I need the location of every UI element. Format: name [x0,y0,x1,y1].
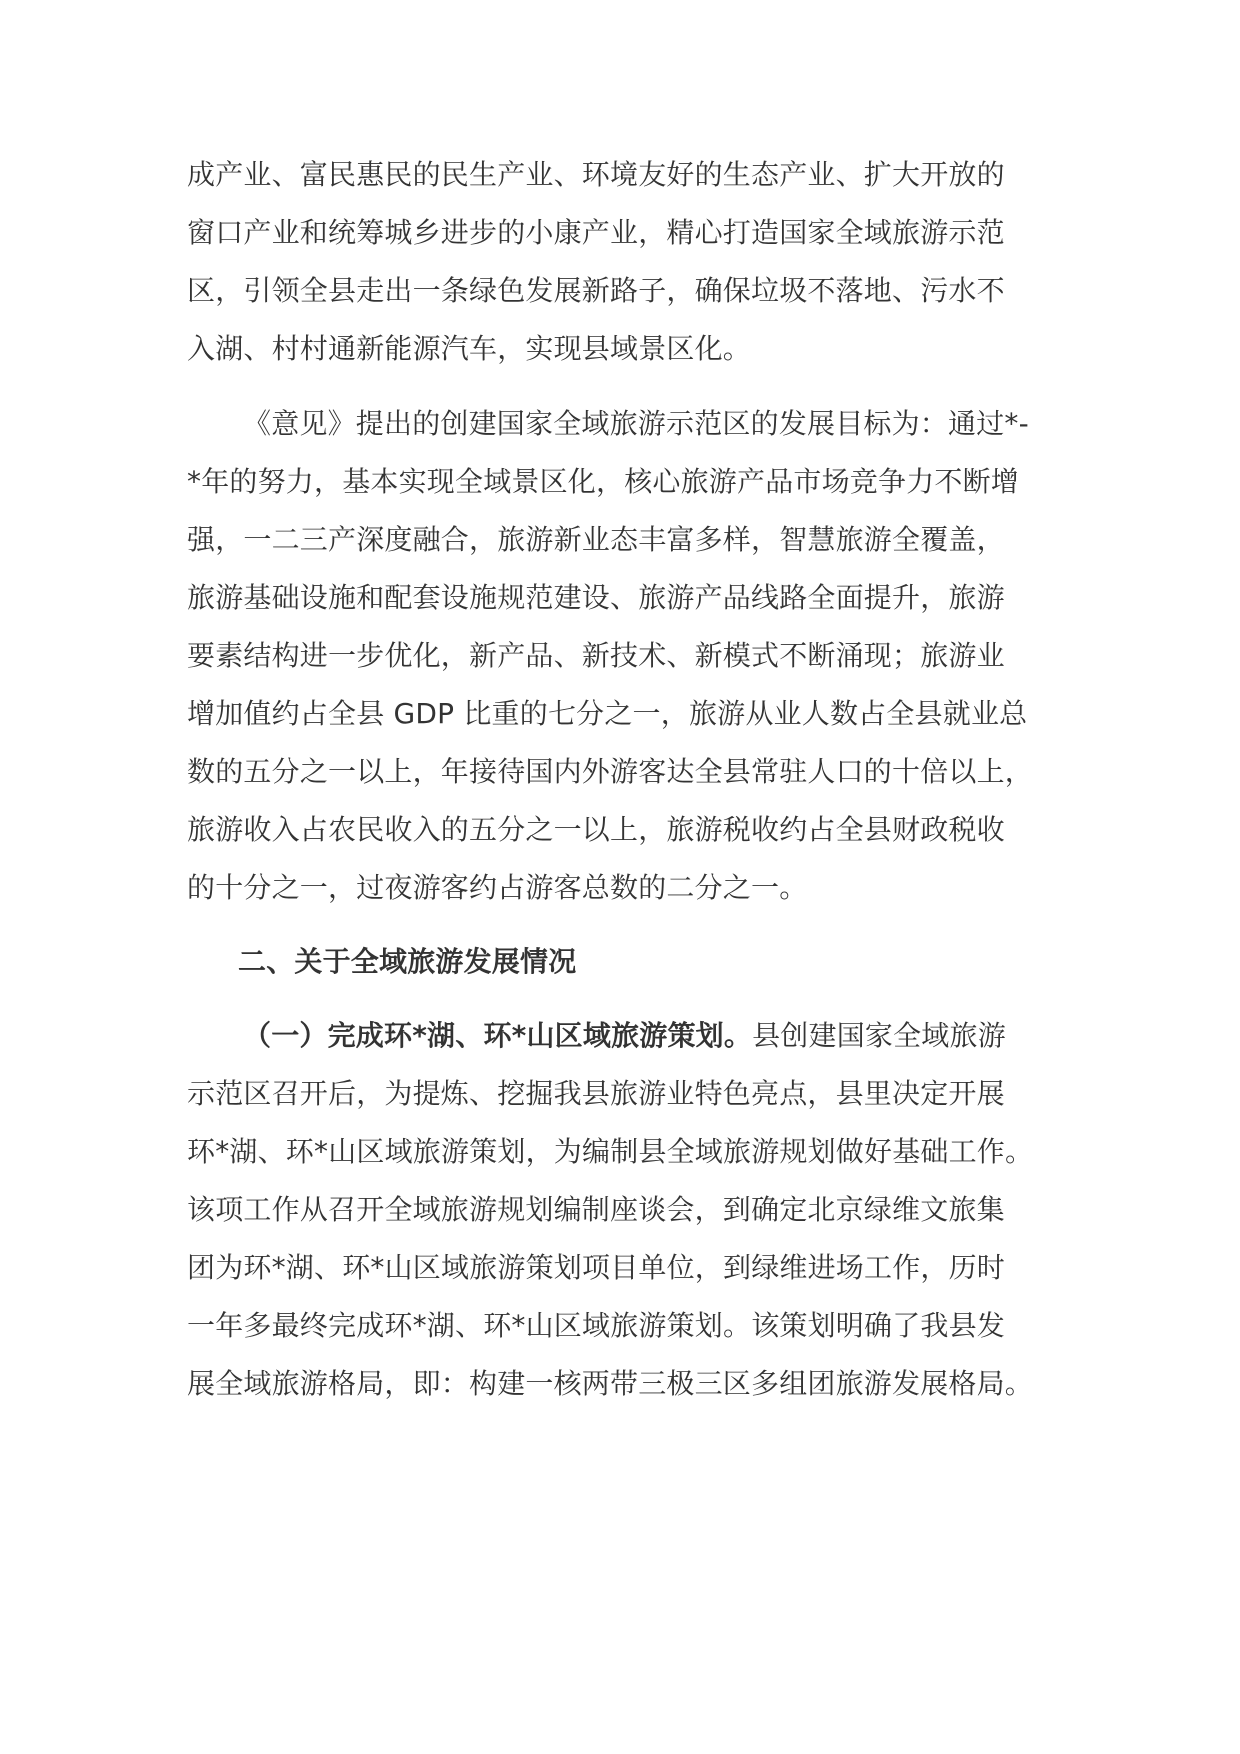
text-line: 窗口产业和统筹城乡进步的小康产业，精心打造国家全域旅游示范 [187,216,1005,249]
text-line: 展全域旅游格局，即：构建一核两带三极三区多组团旅游发展格局。 [187,1367,1034,1400]
text-line: 入湖、村村通新能源汽车，实现县域景区化。 [187,332,752,365]
text-line: 示范区召开后，为提炼、挖掘我县旅游业特色亮点，县里决定开展 [187,1077,1005,1110]
text-line: 的十分之一，过夜游客约占游客总数的二分之一。 [187,871,808,904]
section-heading: 二、关于全域旅游发展情况 [238,945,577,978]
text-line: 成产业、富民惠民的民生产业、环境友好的生态产业、扩大开放的 [187,158,1005,191]
text-line: *年的努力，基本实现全域景区化，核心旅游产品市场竞争力不断增 [187,465,1020,498]
text-line: 数的五分之一以上，年接待国内外游客达全县常驻人口的十倍以上， [187,755,1034,788]
text-line [243,1016,1006,1056]
text-line: 要素结构进一步优化，新产品、新技术、新模式不断涌现；旅游业 [187,639,1005,672]
subsection-title: （一）完成环*湖、环*山区域旅游策划。 [243,1019,753,1052]
text-line: 旅游收入占农民收入的五分之一以上，旅游税收约占全县财政税收 [187,813,1005,846]
text-line: 环*湖、环*山区域旅游策划，为编制县全域旅游规划做好基础工作。 [187,1135,1034,1168]
subsection-lead-text: 县创建国家全域旅游 [752,1019,1006,1052]
text-line: 旅游基础设施和配套设施规范建设、旅游产品线路全面提升，旅游 [187,581,1005,614]
text-line: 一年多最终完成环*湖、环*山区域旅游策划。该策划明确了我县发 [187,1309,1006,1342]
text-line: 强，一二三产深度融合，旅游新业态丰富多样，智慧旅游全覆盖， [187,523,1005,556]
text-line: 《意见》提出的创建国家全域旅游示范区的发展目标为：通过*- [243,407,1029,440]
text-line: 区，引领全县走出一条绿色发展新路子，确保垃圾不落地、污水不 [187,274,1005,307]
text-line: 增加值约占全县 GDP 比重的七分之一，旅游从业人数占全县就业总 [187,697,1028,730]
text-line: 团为环*湖、环*山区域旅游策划项目单位，到绿维进场工作，历时 [187,1251,1006,1284]
text-line: 该项工作从召开全域旅游规划编制座谈会，到确定北京绿维文旅集 [187,1193,1005,1226]
